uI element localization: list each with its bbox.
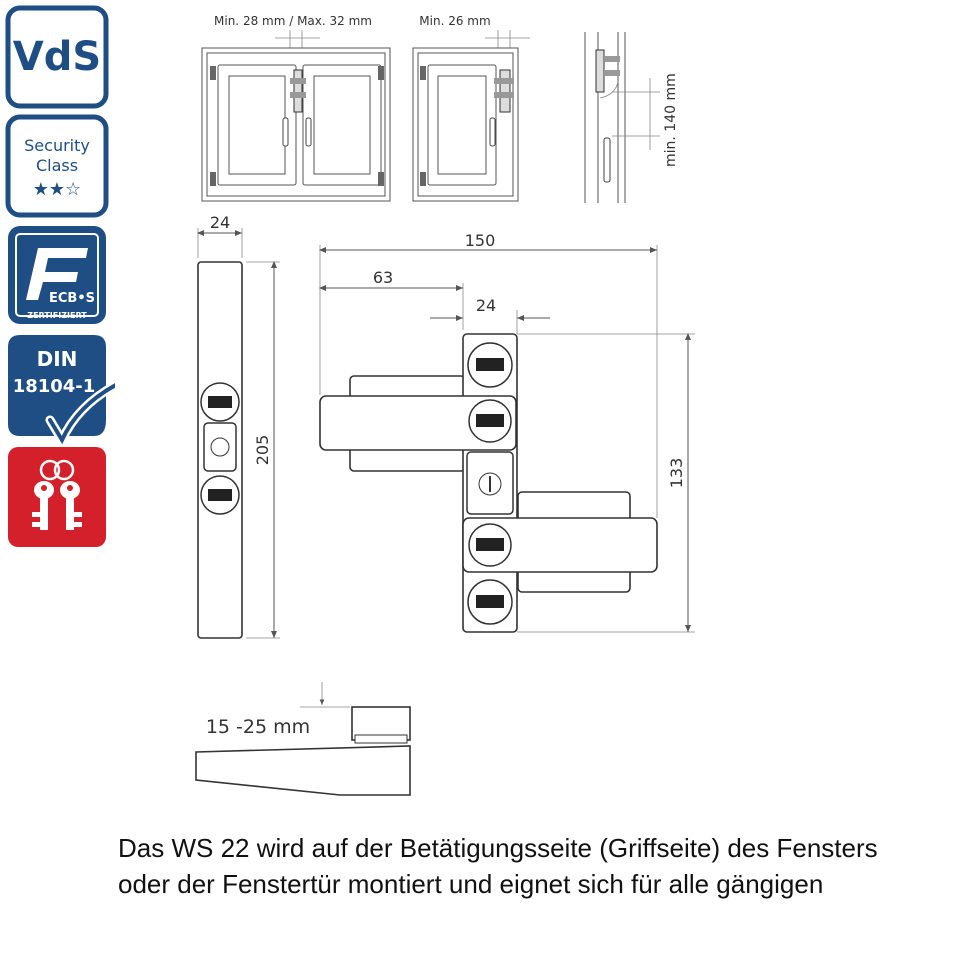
dim-205-label: 205	[253, 434, 272, 466]
din-label: DIN	[36, 347, 78, 371]
dim-150-label: 150	[464, 231, 496, 250]
vds-label: VdS	[12, 34, 102, 80]
gap-double-label: Min. 28 mm / Max. 32 mm	[214, 14, 372, 28]
thickness-view	[196, 682, 410, 795]
lock-front-view	[320, 231, 695, 632]
dim-24-side-label: 24	[209, 213, 231, 232]
side-section-diagram	[585, 32, 679, 203]
single-window-diagram	[413, 14, 530, 201]
gap-single-label: Min. 26 mm	[419, 14, 491, 28]
double-window-diagram	[202, 14, 390, 201]
lock-side-view	[198, 213, 280, 638]
ecbs-certified-label: ZERTIFIZIERT	[27, 311, 87, 320]
din-number-label: 18104-1	[12, 376, 96, 397]
dim-133-label: 133	[667, 457, 686, 489]
min-height-label: min. 140 mm	[663, 73, 679, 167]
security-label: Security	[24, 136, 90, 155]
description-caption: Das WS 22 wird auf der Betätigungsseite (Griffseite) des Fensters oder der Fenstertür montiert und eignet sich für alle gängigen	[118, 833, 878, 899]
security-class-label: Class	[35, 156, 79, 175]
dim-thickness-label: 15 -25 mm	[205, 716, 311, 738]
security-stars: ★★☆	[32, 179, 82, 200]
dim-63-label: 63	[372, 268, 394, 287]
ecbs-label: ECB•S	[48, 291, 96, 306]
dim-24-front-label: 24	[475, 296, 497, 315]
